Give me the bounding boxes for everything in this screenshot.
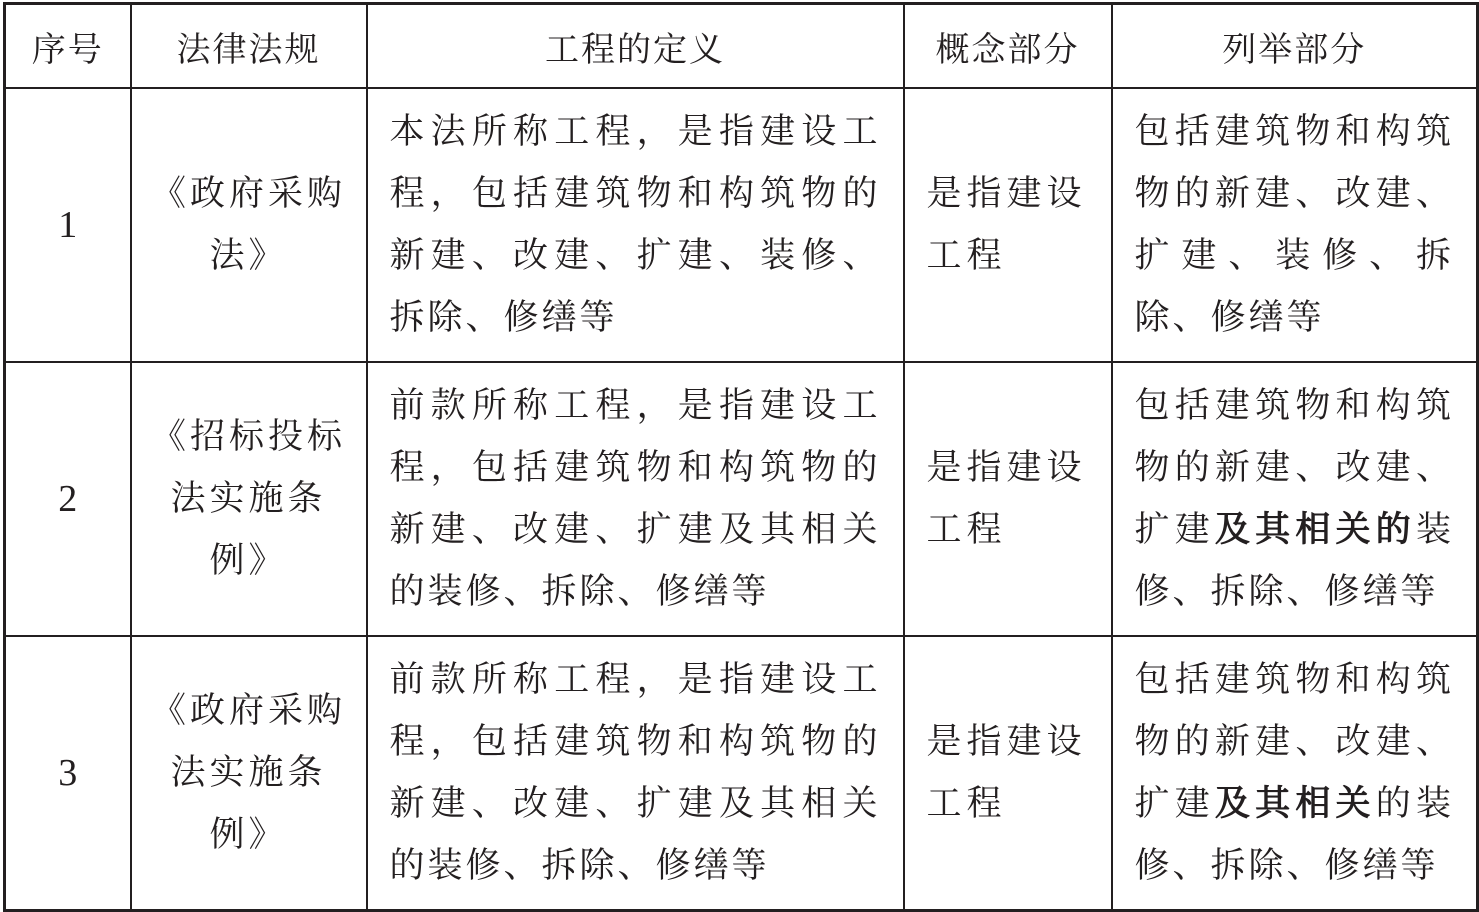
header-index: 序号 bbox=[5, 4, 131, 89]
definition-comparison-table-container bbox=[3, 2, 1476, 905]
enumeration-emphasis: 及其相关 bbox=[1214, 783, 1376, 824]
row-law: 《招标投标法实施条例》 bbox=[131, 362, 367, 636]
header-definition: 工程的定义 bbox=[367, 4, 904, 89]
table-row bbox=[5, 636, 1478, 911]
header-law: 法律法规 bbox=[131, 4, 367, 89]
row-index: 3 bbox=[5, 636, 131, 911]
row-concept: 是指建设工程 bbox=[904, 88, 1112, 362]
enumeration-emphasis: 及其相关的 bbox=[1214, 509, 1416, 550]
row-definition: 前款所称工程，是指建设工程，包括建筑物和构筑物的新建、改建、扩建及其相关的装修、拆除、修缮等 bbox=[367, 362, 904, 636]
enumeration-text: 包括建筑物和构筑物的新建、改建、扩建 bbox=[1134, 386, 1454, 550]
header-row bbox=[5, 4, 1478, 89]
enumeration-text-tail: 的装修、拆除、修缮等 bbox=[1134, 784, 1454, 886]
definition-comparison-table bbox=[3, 2, 1479, 912]
row-definition: 前款所称工程，是指建设工程，包括建筑物和构筑物的新建、改建、扩建及其相关的装修、拆除、修缮等 bbox=[367, 636, 904, 911]
enumeration-text: 包括建筑物和构筑物的新建、改建、扩建、装修、拆除、修缮等 bbox=[1134, 112, 1454, 338]
enumeration-text: 包括建筑物和构筑物的新建、改建、扩建 bbox=[1134, 660, 1454, 824]
header-concept: 概念部分 bbox=[904, 4, 1112, 89]
row-enumeration bbox=[1112, 636, 1478, 911]
row-index: 2 bbox=[5, 362, 131, 636]
row-enumeration bbox=[1112, 362, 1478, 636]
row-enumeration bbox=[1112, 88, 1478, 362]
row-law: 《政府采购法实施条例》 bbox=[131, 636, 367, 911]
row-concept: 是指建设工程 bbox=[904, 362, 1112, 636]
row-definition: 本法所称工程，是指建设工程，包括建筑物和构筑物的新建、改建、扩建、装修、拆除、修缮等 bbox=[367, 88, 904, 362]
row-index: 1 bbox=[5, 88, 131, 362]
table-row bbox=[5, 88, 1478, 362]
row-concept: 是指建设工程 bbox=[904, 636, 1112, 911]
enumeration-text-tail: 装修、拆除、修缮等 bbox=[1134, 510, 1454, 612]
table-row bbox=[5, 362, 1478, 636]
row-law: 《政府采购法》 bbox=[131, 88, 367, 362]
header-enumeration: 列举部分 bbox=[1112, 4, 1478, 89]
